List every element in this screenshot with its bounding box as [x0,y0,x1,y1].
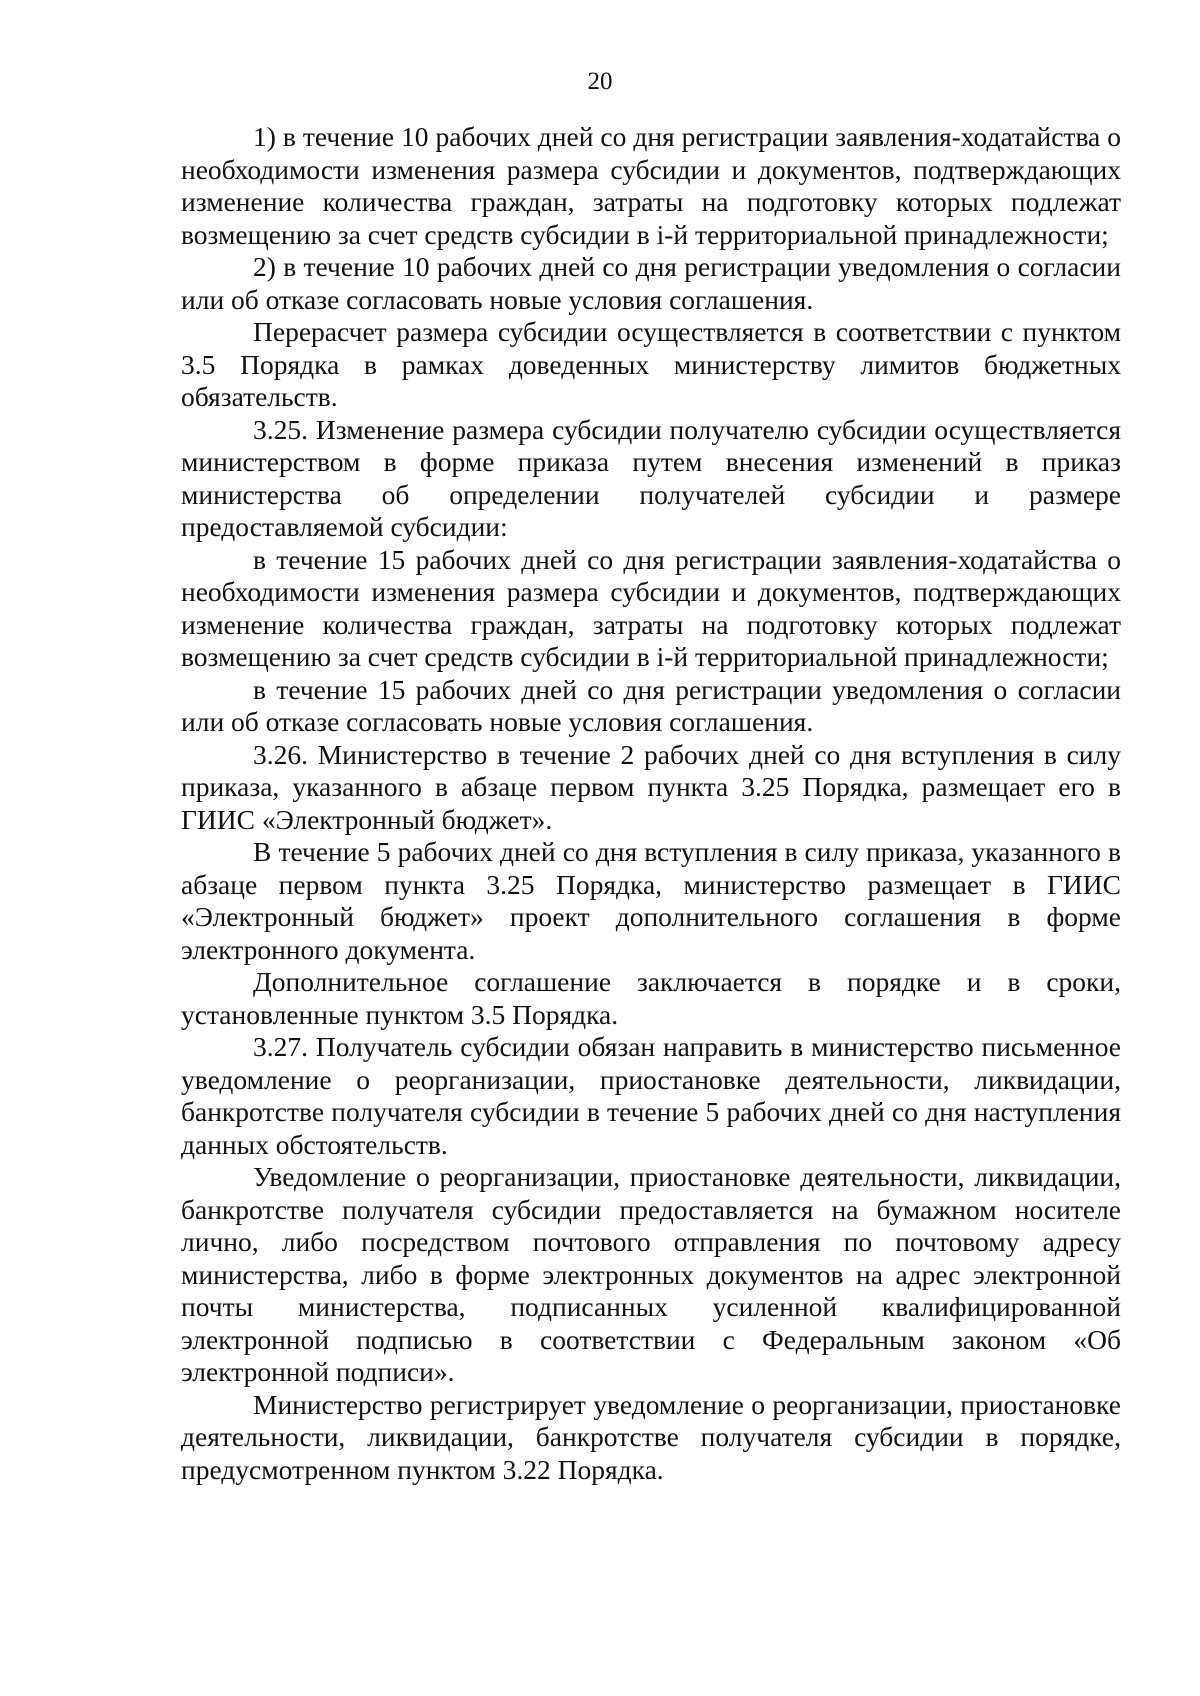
paragraph-3-26: 3.26. Министерство в течение 2 рабочих дней со дня вступления в силу приказа, указанного в абзаце первом пункта 3.25 Порядка, размещает его в ГИИС «Электронный бюджет». [181,738,1121,835]
paragraph-3-25: 3.25. Изменение размера субсидии получателю субсидии осуществляется министерством в форме приказа путем внесения изменений в приказ министерства об определении получателей субсидии и размере предоставляемой субсидии: [181,413,1121,542]
paragraph-recalculation: Перерасчет размера субсидии осуществляется в соответствии с пунктом 3.5 Порядка в рамках доведенных министерству лимитов бюджетных обязательств. [181,316,1121,412]
page-number: 20 [587,68,613,95]
paragraph-notification-registration: Министерство регистрирует уведомление о реорганизации, приостановке деятельности, ликвидации, банкротстве получателя субсидии в порядке, предусмотренном пунктом 3.22 Порядка. [181,1388,1121,1485]
document-body [181,121,1121,1486]
paragraph-3-27: 3.27. Получатель субсидии обязан направить в министерство письменное уведомление о реорганизации, приостановке деятельности, ликвидации, банкротстве получателя субсидии в течение 5 рабочих дней со дня наступления данных обстоятельств. [181,1031,1121,1160]
paragraph-3-25-term-application: в течение 15 рабочих дней со дня регистрации заявления-ходатайства о необходимости изменения размера субсидии и документов, подтверждающих изменение количества граждан, затраты на подготовку которых подлежат возмещению за счет средств субсидии в i-й территориальной принадлежности; [181,543,1121,672]
paragraph-3-25-term-notice: в течение 15 рабочих дней со дня регистрации уведомления о согласии или об отказе согласовать новые условия соглашения. [181,673,1121,737]
paragraph-supplementary-agreement: Дополнительное соглашение заключается в порядке и в сроки, установленные пунктом 3.5 Порядка. [181,966,1121,1030]
paragraph-3-26-supplementary: В течение 5 рабочих дней со дня вступления в силу приказа, указанного в абзаце первом пункта 3.25 Порядка, министерство размещает в ГИИС «Электронный бюджет» проект дополнительного соглашения в форме электронного документа. [181,836,1121,965]
paragraph-notification-delivery: Уведомление о реорганизации, приостановке деятельности, ликвидации, банкротстве получателя субсидии предоставляется на бумажном носителе лично, либо посредством почтового отправления по почтовому адресу министерства, либо в форме электронных документов на адрес электронной почты министерства, подписанных усиленной квалифицированной электронной подписью в соответствии с Федеральным законом «Об электронной подписи». [181,1161,1121,1387]
paragraph-item-2-deadline: 2) в течение 10 рабочих дней со дня регистрации уведомления о согласии или об отказе согласовать новые условия соглашения. [181,251,1121,315]
paragraph-item-1-deadline: 1) в течение 10 рабочих дней со дня регистрации заявления-ходатайства о необходимости изменения размера субсидии и документов, подтверждающих изменение количества граждан, затраты на подготовку которых подлежат возмещению за счет средств субсидии в i-й территориальной принадлежности; [181,121,1121,250]
